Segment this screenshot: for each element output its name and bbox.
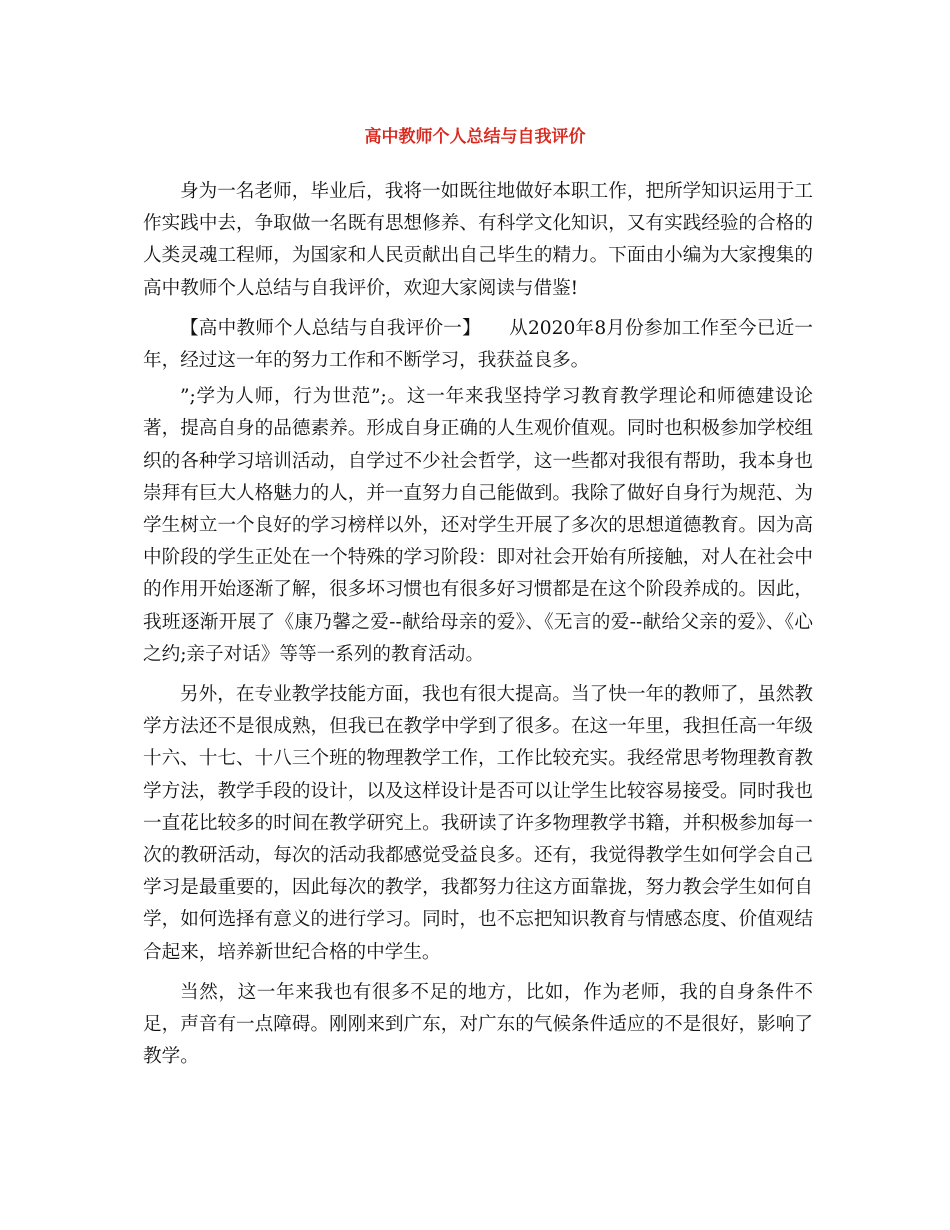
document-title: 高中教师个人总结与自我评价 [364,127,586,147]
document-body [143,176,813,1081]
paragraph-ethics: ”;学为人师，行为世范”;。这一年来我坚持学习教育教学理论和师德建设论著，提高自身的品德素养。形成自身正确的人生观价值观。同时也积极参加学校组织的各种学习培训活动，自学过不少社会哲学，这一些都对我很有帮助，我本身也崇拜有巨大人格魅力的人，并一直努力自己能做到。我除了做好自身行为规范、为学生树立一个良好的学习榜样以外，还对学生开展了多次的思想道德教育。因为高中阶段的学生正处在一个特殊的学习阶段：即对社会开始有所接触，对人在社会中的作用开始逐渐了解，很多坏习惯也有很多好习惯都是在这个阶段养成的。因此，我班逐渐开展了《康乃馨之爱--献给母亲的爱》、《无言的爱--献给父亲的爱》、《心之约;亲子对话》等等一系列的教育活动。 [143,386,813,665]
paragraph-intro: 身为一名老师，毕业后，我将一如既往地做好本职工作，把所学知识运用于工作实践中去，争取做一名既有思想修养、有科学文化知识，又有实践经验的合格的人类灵魂工程师，为国家和人民贡献出自己毕生的精力。下面由小编为大家搜集的高中教师个人总结与自我评价，欢迎大家阅读与借鉴! [143,181,813,299]
paragraph-teaching-skills: 另外，在专业教学技能方面，我也有很大提高。当了快一年的教师了，虽然教学方法还不是很成熟，但我已在教学中学到了很多。在这一年里，我担任高一年级十六、十七、十八三个班的物理教学工作，工作比较充实。我经常思考物理教育教学方法，教学手段的设计，以及这样设计是否可以让学生比较容易接受。同时我也一直花比较多的时间在教学研究上。我研读了许多物理教学书籍，并积极参加每一次的教研活动，每次的活动我都感觉受益良多。还有，我觉得教学生如何学会自己学习是最重要的，因此每次的教学，我都努力往这方面靠拢，努力教会学生如何自学，如何选择有意义的进行学习。同时，也不忘把知识教育与情感态度、价值观结合起来，培养新世纪合格的中学生。 [143,684,813,963]
paragraph-shortcomings: 当然，这一年来我也有很多不足的地方，比如，作为老师，我的自身条件不足，声音有一点障碍。刚刚来到广东，对广东的气候条件适应的不是很好，影响了教学。 [143,981,813,1068]
paragraph-section-heading: 【高中教师个人总结与自我评价一】 从2020年8月份参加工作至今已近一年，经过这一年的努力工作和不断学习，我获益良多。 [143,317,813,372]
